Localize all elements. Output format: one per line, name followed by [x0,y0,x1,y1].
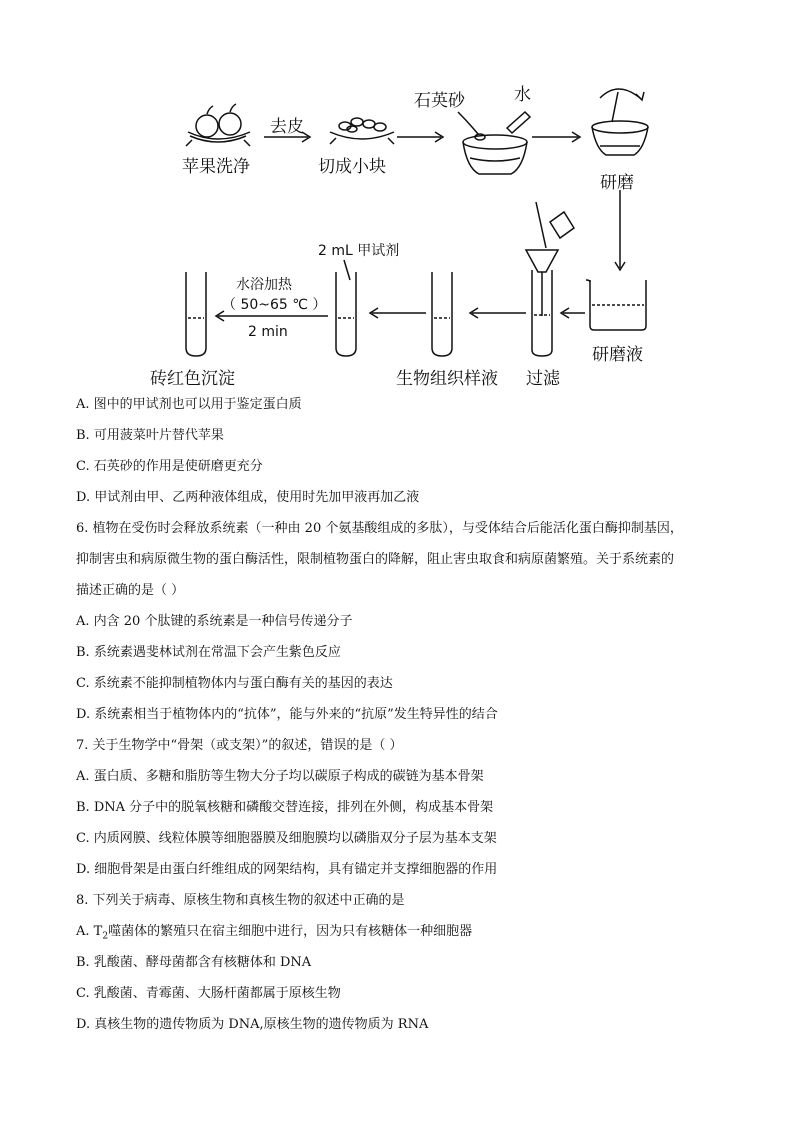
grind-label: 研磨 [600,173,634,193]
question-8: 8. 下列关于病毒、原核生物和真核生物的叙述中正确的是 [76,893,405,908]
mortar-icon [458,112,530,174]
apple-label: 苹果洗净 [182,157,250,177]
option-7b: B. DNA 分子中的脱氧核糖和磷酸交替连接，排列在外侧，构成基本骨架 [76,800,494,815]
reagent-tube-icon [336,260,356,356]
question-6-line2: 抑制害虫和病原微生物的蛋白酶活性，限制植物蛋白的降解，阻止害虫取食和病原菌繁殖。关于系统素的 [76,552,675,567]
option-8a-rest: 噬菌体的繁殖只在宿主细胞中进行，因为只有核糖体一种细胞器 [108,924,473,939]
question-6-line3: 描述正确的是（ ） [76,583,185,598]
temp-label: （ 50~65 ℃ ） [222,297,327,313]
option-6a: A. 内含 20 个肽键的系统素是一种信号传递分子 [76,614,353,629]
sample-label: 生物组织样液 [396,369,498,389]
sample-tube-icon [432,272,452,356]
option-8c: C. 乳酸菌、青霉菌、大肠杆菌都属于原核生物 [76,986,341,1001]
option-5a: A. 图中的甲试剂也可以用于鉴定蛋白质 [76,397,302,412]
water-label: 水 [514,85,531,105]
option-5c: C. 石英砂的作用是使研磨更充分 [76,459,263,474]
apple-basket-icon [186,104,250,146]
option-7a: A. 蛋白质、多糖和脂肪等生物大分子均以碳原子构成的碳链为基本骨架 [76,769,484,784]
filter-label: 过滤 [526,369,560,389]
option-7d: D. 细胞骨架是由蛋白纤维组成的网架结构，具有锚定并支撑细胞器的作用 [76,862,498,877]
cut-label: 切成小块 [318,157,386,177]
bath-label: 水浴加热 [236,277,292,293]
option-8a-prefix: A. T [76,924,103,939]
result-label: 砖红色沉淀 [150,369,235,389]
filter-icon [526,202,574,356]
result-tube-icon [186,272,206,356]
time-label: 2 min [248,324,288,340]
grinding-mortar-icon [592,89,648,155]
cut-pieces-icon [330,118,394,144]
arrow-peel-label: 去皮 [270,117,304,137]
question-7: 7. 关于生物学中“骨架（或支架）”的叙述，错误的是（ ） [76,738,403,753]
diagram-drawing [0,0,794,392]
option-8a [76,923,472,946]
beaker-icon [586,280,646,330]
option-8d: D. 真核生物的遗传物质为 DNA,原核生物的遗传物质为 RNA [76,1017,429,1032]
liquid-label: 研磨液 [592,345,643,365]
option-5b: B. 可用菠菜叶片替代苹果 [76,428,224,443]
experiment-diagram [0,0,794,392]
option-5d: D. 甲试剂由甲、乙两种液体组成，使用时先加甲液再加乙液 [76,490,420,505]
reagent-label: 2 mL 甲试剂 [318,243,400,259]
question-6-line1: 6. 植物在受伤时会释放系统素（一种由 20 个氨基酸组成的多肽），与受体结合后能活化蛋白酶抑制基因， [76,521,683,536]
option-6b: B. 系统素遇斐林试剂在常温下会产生紫色反应 [76,645,341,660]
option-6c: C. 系统素不能抑制植物体内与蛋白酶有关的基因的表达 [76,676,393,691]
option-7c: C. 内质网膜、线粒体膜等细胞器膜及细胞膜均以磷脂双分子层为基本支架 [76,831,497,846]
option-6d: D. 系统素相当于植物体内的“抗体”，能与外来的“抗原”发生特异性的结合 [76,707,498,722]
quartz-label: 石英砂 [414,91,465,111]
option-8b: B. 乳酸菌、酵母菌都含有核糖体和 DNA [76,955,312,970]
option-8a-subscript: 2 [102,931,109,942]
